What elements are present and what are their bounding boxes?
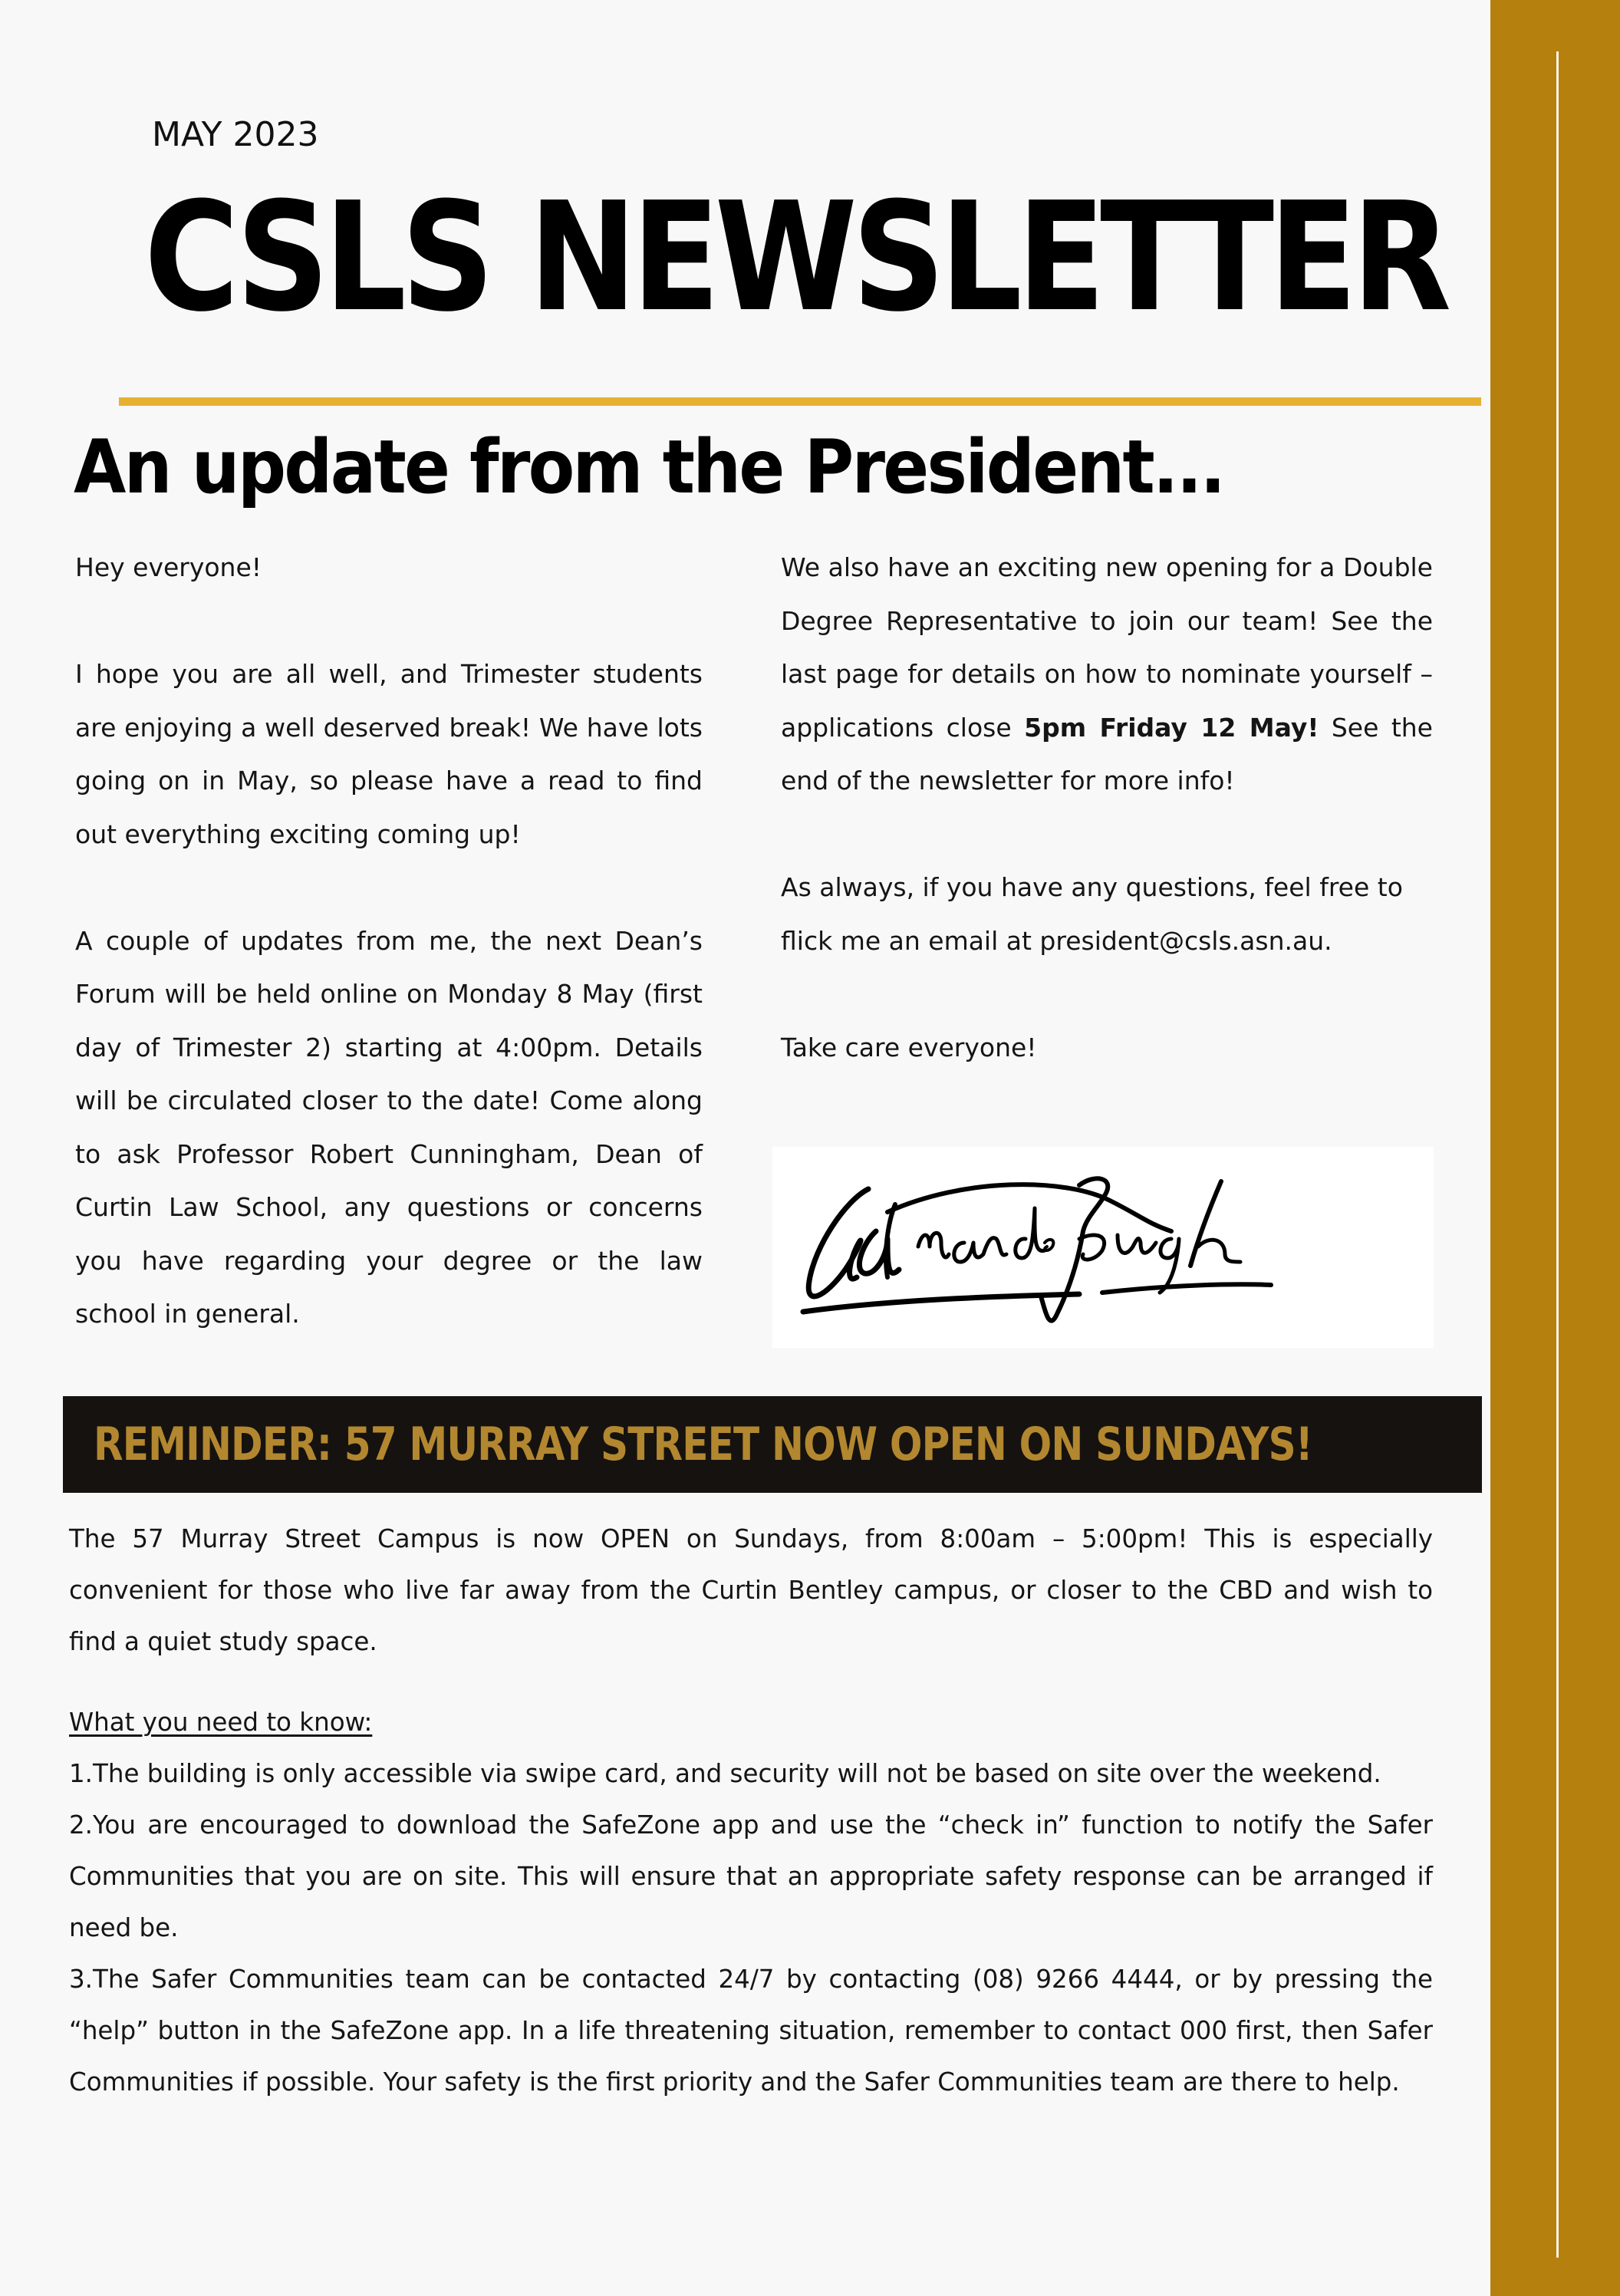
president-left-column [75, 541, 703, 1341]
newsletter-title: CSLS NEWSLETTER [144, 170, 1447, 345]
greeting: Hey everyone! [75, 552, 262, 582]
decorative-side-line [1556, 51, 1559, 2258]
reminder-body [69, 1514, 1433, 2108]
paragraph: A couple of updates from me, the next Dean’s Forum will be held online on Monday 8 May (first day of Trimester 2) starting at 4:00pm. Details will be circulated closer to the date! Come along to ask Professor Robert Cunningham, Dean of Curtin Law School, any questions or concerns you have regarding your degree or the law school in general. [75, 925, 703, 1329]
paragraph-contact: As always, if you have any questions, feel free to flick me an email at president@csls.asn.au. [781, 872, 1403, 956]
signature-icon [772, 1147, 1434, 1348]
list-item: 1.The building is only accessible via swipe card, and security will not be based on site over the weekend. [69, 1759, 1381, 1788]
text: See the end of the newsletter for more info! [781, 712, 1433, 796]
sign-off: Take care everyone! [781, 1032, 1037, 1062]
president-right-column [781, 541, 1433, 1074]
paragraph-rep-opening [781, 541, 1433, 808]
reminder-banner [63, 1396, 1482, 1493]
title-divider [119, 397, 1481, 406]
reminder-intro: The 57 Murray Street Campus is now OPEN on Sundays, from 8:00am – 5:00pm! This is especially convenient for those who live far away from the Curtin Bentley campus, or closer to the CBD and wish to find a quiet study space. [69, 1524, 1433, 1656]
deadline-text: 5pm Friday 12 May! [1024, 712, 1319, 743]
list-item: 2.You are encouraged to download the SafeZone app and use the “check in” function to notify the Safer Communities that you are on site. This will ensure that an appropriate safety response can be arranged if need be. [69, 1810, 1433, 1942]
paragraph: I hope you are all well, and Trimester students are enjoying a well deserved break! We have lots going on in May, so please have a read to find out everything exciting coming up! [75, 659, 703, 849]
spacer [69, 1668, 1433, 1697]
text: We also have an exciting new opening for a Double Degree Representative to join our team! See the last page for details on how to nominate yourself – applications close [781, 552, 1433, 743]
need-to-know-heading: What you need to know: [69, 1708, 373, 1737]
reminder-banner-text: REMINDER: 57 MURRAY STREET NOW OPEN ON SUNDAYS! [94, 1418, 1312, 1471]
decorative-side-bar [1490, 0, 1620, 2296]
president-update-heading: An update from the President... [74, 424, 1224, 510]
list-item: 3.The Safer Communities team can be contacted 24/7 by contacting (08) 9266 4444, or by pressing the “help” button in the SafeZone app. In a life threatening situation, remember to contact 000 first, then Safer Communities if possible. Your safety is the first priority and the Safer Communities team are there to help. [69, 1965, 1433, 2097]
issue-date: MAY 2023 [152, 115, 319, 154]
